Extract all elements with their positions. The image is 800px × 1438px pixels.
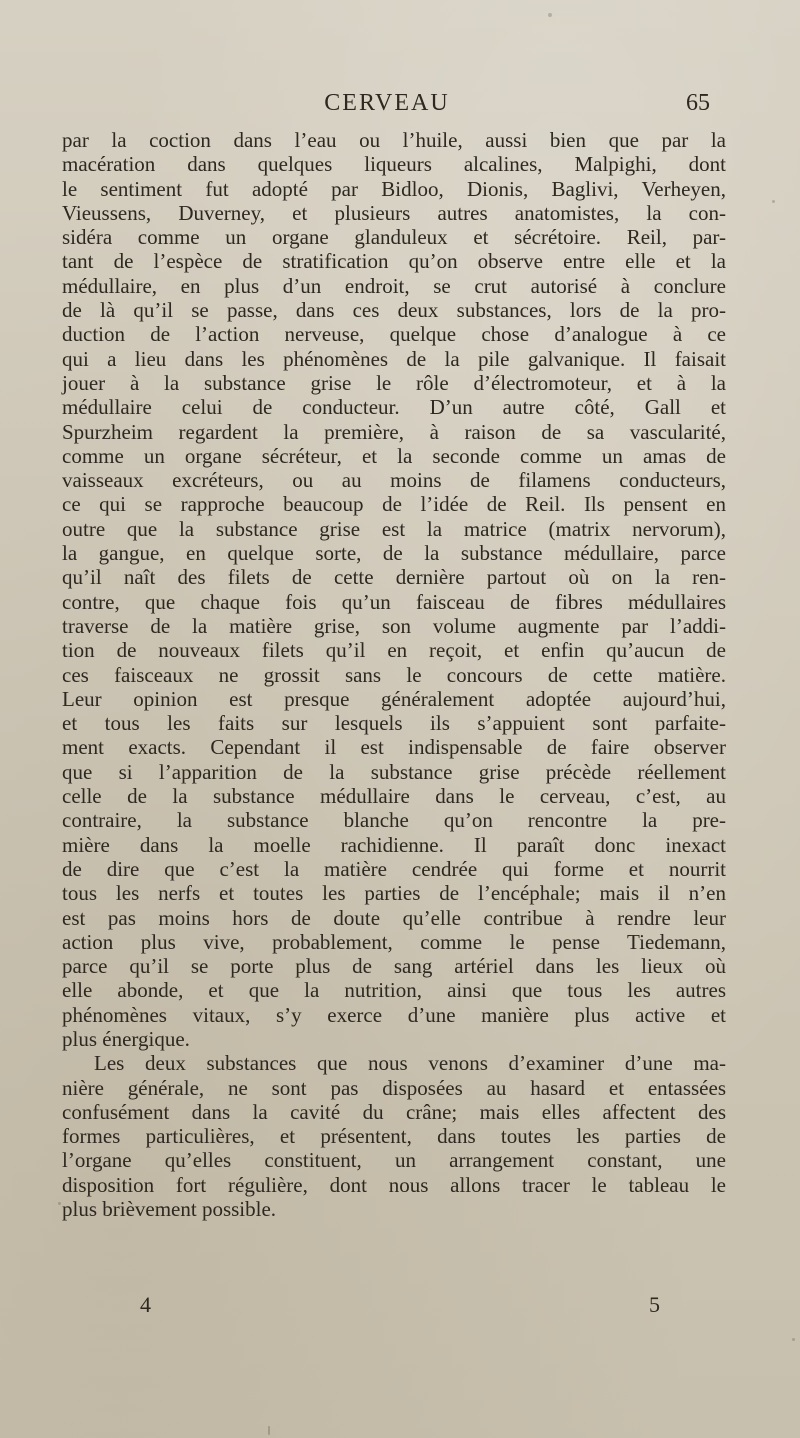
text-line: traverse de la matière grise, son volume augmente par l’addi- <box>62 613 726 638</box>
text-line: Les deux substances que nous venons d’examiner d’une ma- <box>94 1051 726 1076</box>
text-line: contre, que chaque fois qu’un faisceau de fibres médullaires <box>62 589 726 614</box>
text-line: phénomènes vitaux, s’y exerce d’une manière plus active et <box>62 1002 726 1027</box>
text-line: que si l’apparition de la substance grise précède réellement <box>62 759 726 784</box>
text-line: plus énergique. <box>62 1026 190 1051</box>
text-line: qu’il naît des filets de cette dernière partout où on la ren- <box>62 565 726 590</box>
text-line: elle abonde, et que la nutrition, ainsi que tous les autres <box>62 978 726 1003</box>
signature-mark: 4 <box>140 1292 151 1317</box>
text-line: Leur opinion est presque généralement adoptée aujourd’hui, <box>62 686 726 711</box>
paper-spot <box>792 1338 795 1341</box>
page-header <box>64 88 710 124</box>
text-line: plus brièvement possible. <box>62 1197 277 1222</box>
text-line: mière dans la moelle rachidienne. Il paraît donc inexact <box>62 832 726 857</box>
text-line: par la coction dans l’eau ou l’huile, aussi bien que par la <box>62 128 726 152</box>
text-line: duction de l’action nerveuse, quelque chose d’analogue à ce <box>62 322 726 347</box>
text-line: parce qu’il se porte plus de sang artériel dans les lieux où <box>62 954 726 979</box>
signature-mark: 5 <box>649 1292 660 1317</box>
text-line: de là qu’il se passe, dans ces deux substances, lors de la pro- <box>62 298 726 323</box>
text-line: macération dans quelques liqueurs alcalines, Malpighi, dont <box>62 152 726 177</box>
running-title: CERVEAU <box>324 90 450 116</box>
paper-spot <box>548 13 552 17</box>
text-line: disposition fort régulière, dont nous allons tracer le tableau le <box>62 1172 726 1197</box>
text-line: sidéra comme un organe glanduleux et sécrétoire. Reil, par- <box>62 225 726 250</box>
text-line: ces faisceaux ne grossit sans le concours de cette matière. <box>62 662 726 687</box>
text-line: tion de nouveaux filets qu’il en reçoit, et enfin qu’aucun de <box>62 638 726 663</box>
text-line: l’organe qu’elles constituent, un arrangement constant, une <box>62 1148 726 1173</box>
text-line: qui a lieu dans les phénomènes de la pile galvanique. Il faisait <box>62 346 726 371</box>
text-line: jouer à la substance grise le rôle d’électromoteur, et à la <box>62 370 726 395</box>
text-line: le sentiment fut adopté par Bidloo, Dionis, Baglivi, Verheyen, <box>62 176 726 201</box>
text-line: formes particulières, et présentent, dans toutes les parties de <box>62 1124 726 1149</box>
text-line: comme un organe sécréteur, et la seconde comme un amas de <box>62 443 726 468</box>
text-line: est pas moins hors de doute qu’elle contribue à rendre leur <box>62 905 726 930</box>
text-line: tant de l’espèce de stratification qu’on observe entre elle et la <box>62 249 726 274</box>
paper-spot <box>772 200 775 203</box>
text-line: tous les nerfs et toutes les parties de l’encéphale; mais il n’en <box>62 881 726 906</box>
paper-spot <box>58 1202 61 1205</box>
text-line: ce qui se rapproche beaucoup de l’idée de Reil. Ils pensent en <box>62 492 726 517</box>
text-line: Vieussens, Duverney, et plusieurs autres anatomistes, la con- <box>62 200 726 225</box>
text-line: Spurzheim regardent la première, à raison de sa vascularité, <box>62 419 726 444</box>
text-line: la gangue, en quelque sorte, de la substance médullaire, parce <box>62 541 726 566</box>
paper-spot <box>268 1426 270 1435</box>
text-line: celle de la substance médullaire dans le cerveau, c’est, au <box>62 784 726 809</box>
text-line: confusément dans la cavité du crâne; mais elles affectent des <box>62 1099 726 1124</box>
text-line: ment exacts. Cependant il est indispensable de faire observer <box>62 735 726 760</box>
text-line: outre que la substance grise est la matrice (matrix nervorum), <box>62 516 726 541</box>
page-number: 65 <box>686 90 710 116</box>
page-footer <box>140 1292 660 1322</box>
text-line: médullaire celui de conducteur. D’un autre côté, Gall et <box>62 395 726 420</box>
text-line: action plus vive, probablement, comme le pense Tiedemann, <box>62 929 726 954</box>
text-line: nière générale, ne sont pas disposées au hasard et entassées <box>62 1075 726 1100</box>
body-text <box>62 128 726 1221</box>
text-line: et tous les faits sur lesquels ils s’appuient sont parfaite- <box>62 711 726 736</box>
text-line: vaisseaux excréteurs, ou au moins de filamens conducteurs, <box>62 468 726 493</box>
text-line: de dire que c’est la matière cendrée qui forme et nourrit <box>62 856 726 881</box>
text-line: contraire, la substance blanche qu’on rencontre la pre- <box>62 808 726 833</box>
text-line: médullaire, en plus d’un endroit, se crut autorisé à conclure <box>62 273 726 298</box>
